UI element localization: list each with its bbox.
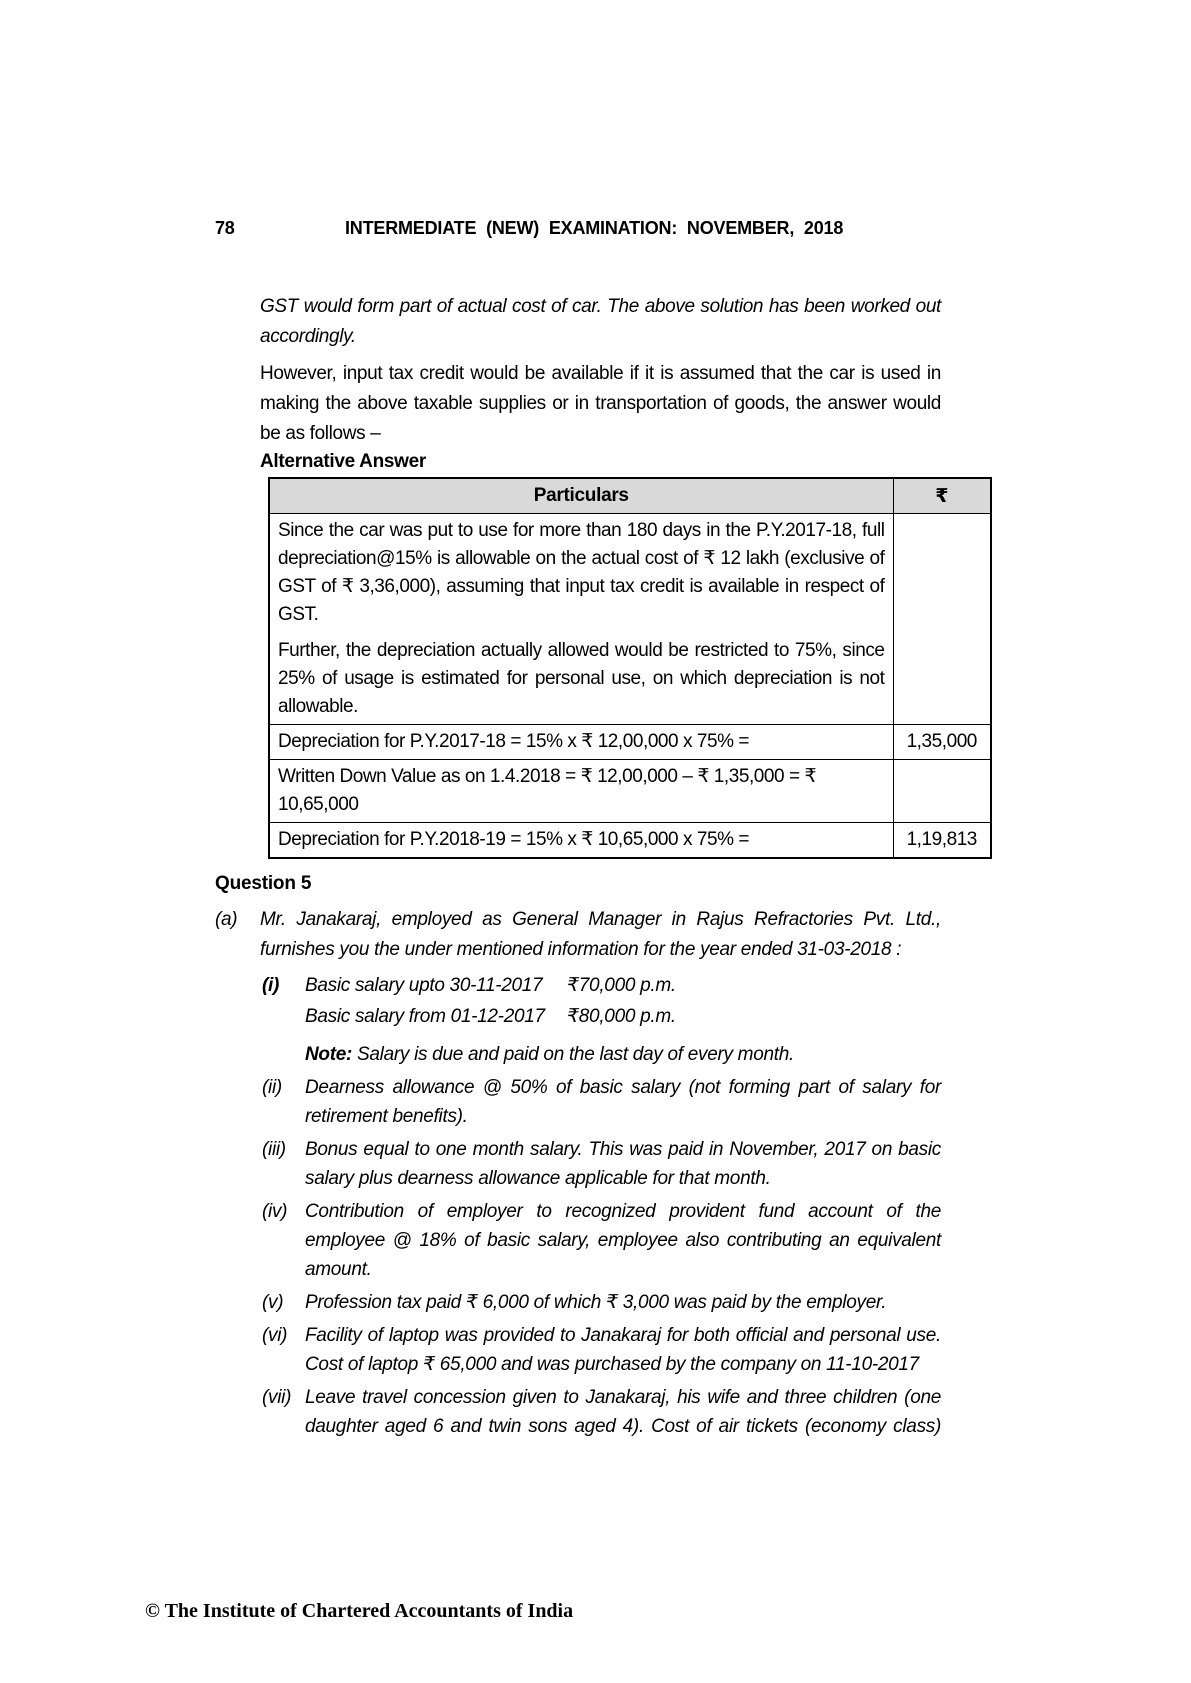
item-text: Bonus equal to one month salary. This was paid in November, 2017 on basic salary plus dearness allowance applicable for that month. bbox=[305, 1139, 941, 1189]
list-item-iii bbox=[262, 1135, 990, 1193]
salary-note bbox=[305, 1040, 941, 1069]
footer-copyright: © The Institute of Chartered Accountants of India bbox=[145, 1600, 574, 1622]
item-text: Profession tax paid ₹ 6,000 of which ₹ 3,000 was paid by the employer. bbox=[305, 1292, 887, 1313]
note-text: Salary is due and paid on the last day of every month. bbox=[352, 1044, 794, 1065]
salary-value: ₹80,000 p.m. bbox=[567, 1006, 676, 1027]
salary-value: ₹70,000 p.m. bbox=[567, 975, 676, 996]
item-text: Facility of laptop was provided to Janakaraj for both official and personal use. Cost of laptop ₹ 65,000 and was purchased by the company on 11-10-2017 bbox=[305, 1325, 941, 1375]
header-title: INTERMEDIATE (NEW) EXAMINATION: NOVEMBER, 2018 bbox=[345, 218, 844, 238]
table-cell-particulars: Depreciation for P.Y.2018-19 = 15% x ₹ 10,65,000 x 75% = bbox=[269, 823, 893, 859]
question-items bbox=[262, 971, 990, 1441]
table-cell-amount: 1,19,813 bbox=[893, 823, 991, 859]
list-item-i bbox=[262, 971, 990, 1069]
item-text: Contribution of employer to recognized provident fund account of the employee @ 18% of basic salary, employee also contributing an equivalent amount. bbox=[305, 1201, 941, 1280]
table-header-particulars: Particulars bbox=[269, 478, 893, 514]
page-number: 78 bbox=[215, 218, 235, 238]
page-header bbox=[215, 218, 990, 240]
answer-table bbox=[268, 477, 992, 859]
table-paragraph: Since the car was put to use for more than 180 days in the P.Y.2017-18, full depreciation@15% is allowable on the actual cost of ₹ 12 lakh (exclusive of GST of ₹ 3,36,000), assuming that input tax credit is available in respect of GST. bbox=[278, 520, 885, 625]
list-item-ii bbox=[262, 1073, 990, 1131]
item-body bbox=[305, 971, 941, 1069]
item-number: (i) bbox=[262, 975, 280, 996]
item-number: (iii) bbox=[262, 1139, 286, 1160]
item-text: Leave travel concession given to Janakaraj, his wife and three children (one daughter aged 6 and twin sons aged 4). Cost of air tickets (economy class) bbox=[305, 1387, 941, 1437]
item-number: (vi) bbox=[262, 1325, 288, 1346]
question-heading: Question 5 bbox=[215, 873, 312, 894]
item-number: (ii) bbox=[262, 1077, 282, 1098]
part-label: (a) bbox=[215, 909, 238, 930]
table-row bbox=[269, 760, 991, 823]
salary-row bbox=[305, 971, 941, 1000]
table-paragraph: Further, the depreciation actually allowed would be restricted to 75%, since 25% of usage is estimated for personal use, on which depreciation is not allowable. bbox=[278, 640, 885, 717]
table-header-amount: ₹ bbox=[893, 478, 991, 514]
table-row bbox=[269, 823, 991, 859]
part-intro-text: Mr. Janakaraj, employed as General Manager in Rajus Refractories Pvt. Ltd., furnishes you the under mentioned information for the year ended 31-03-2018 : bbox=[260, 909, 941, 960]
salary-row bbox=[305, 1002, 941, 1031]
table-cell-particulars: Depreciation for P.Y.2017-18 = 15% x ₹ 12,00,000 x 75% = bbox=[269, 725, 893, 760]
list-item-vi bbox=[262, 1321, 990, 1379]
item-number: (vii) bbox=[262, 1387, 292, 1408]
salary-label: Basic salary upto 30-11-2017 bbox=[305, 975, 543, 996]
page-content bbox=[215, 218, 990, 1445]
item-text: Dearness allowance @ 50% of basic salary (not forming part of salary for retirement benefits). bbox=[305, 1077, 941, 1127]
table-header-row bbox=[269, 478, 991, 514]
table-cell-amount bbox=[893, 760, 991, 823]
salary-label: Basic salary from 01-12-2017 bbox=[305, 1006, 545, 1027]
table-cell-particulars: Written Down Value as on 1.4.2018 = ₹ 12,00,000 – ₹ 1,35,000 = ₹ 10,65,000 bbox=[269, 760, 893, 823]
intro-paragraph-2: However, input tax credit would be available if it is assumed that the car is used in making the above taxable supplies or in transportation of goods, the answer would be as follows – bbox=[260, 363, 941, 444]
list-item-v bbox=[262, 1288, 990, 1317]
note-prefix: Note: bbox=[305, 1044, 353, 1065]
item-number: (iv) bbox=[262, 1201, 288, 1222]
alternative-answer-heading: Alternative Answer bbox=[260, 451, 427, 472]
table-cell-particulars bbox=[269, 514, 893, 725]
table-cell-amount bbox=[893, 514, 991, 725]
table-row bbox=[269, 514, 991, 725]
list-item-vii bbox=[262, 1383, 990, 1441]
question-part-a bbox=[215, 905, 990, 965]
table-cell-amount: 1,35,000 bbox=[893, 725, 991, 760]
intro-paragraph-1: GST would form part of actual cost of car. The above solution has been worked out accordingly. bbox=[260, 296, 941, 347]
list-item-iv bbox=[262, 1197, 990, 1284]
item-number: (v) bbox=[262, 1292, 284, 1313]
table-row bbox=[269, 725, 991, 760]
